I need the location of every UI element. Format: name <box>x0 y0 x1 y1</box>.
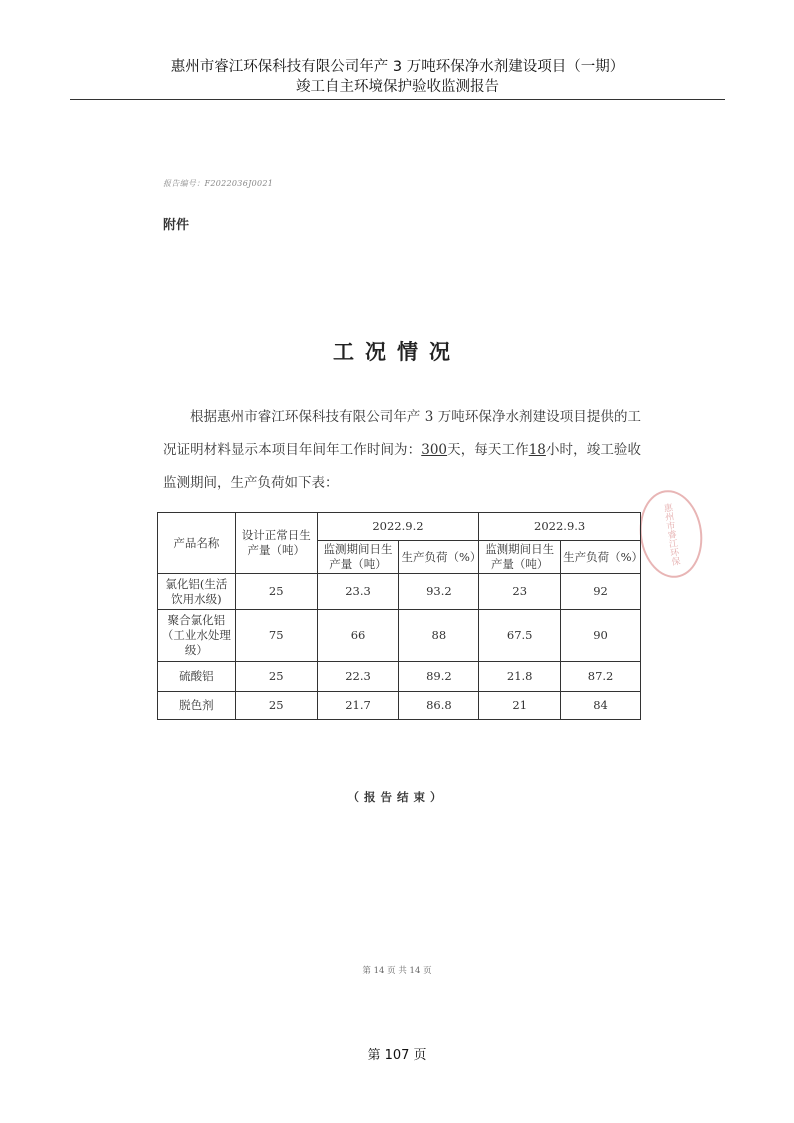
cell-design: 25 <box>235 662 317 692</box>
cell-design: 75 <box>235 610 317 662</box>
cell-d2-output: 21 <box>479 692 561 720</box>
cell-d1-load: 89.2 <box>399 662 479 692</box>
table-header-row <box>158 513 641 541</box>
header-design-output: 设计正常日生产量（吨） <box>235 513 317 574</box>
subheader-output-2: 监测期间日生产量（吨） <box>479 541 561 574</box>
header-date-2: 2022.9.3 <box>479 513 641 541</box>
header-product: 产品名称 <box>158 513 236 574</box>
subheader-output-1: 监测期间日生产量（吨） <box>317 541 399 574</box>
inner-page-number: 第 14 页 共 14 页 <box>362 966 432 976</box>
report-number: 报告编号：F2022036J0021 <box>163 179 274 188</box>
cell-d1-load: 86.8 <box>399 692 479 720</box>
cell-d1-output: 21.7 <box>317 692 399 720</box>
subheader-load-1: 生产负荷（%） <box>399 541 479 574</box>
table-row <box>158 692 641 720</box>
attachment-label: 附件 <box>163 218 190 233</box>
intro-text-3: 小时，竣工验收监测期间，生产负荷如下表： <box>163 442 642 491</box>
report-end-note: （报告结束） <box>347 790 447 804</box>
intro-text-1: 根据惠州市睿江环保科技有限公司年产 3 万吨环保净水剂建设项目提供的工况证明材料显示本项目年间年工作时间为： <box>163 409 641 458</box>
cell-d1-output: 22.3 <box>317 662 399 692</box>
cell-product: 脱色剂 <box>158 692 236 720</box>
cell-product: 氯化铝(生活饮用水级) <box>158 574 236 610</box>
cell-design: 25 <box>235 692 317 720</box>
page-footer: 第 107 页 <box>367 1048 427 1063</box>
table-row <box>158 662 641 692</box>
cell-d2-output: 23 <box>479 574 561 610</box>
table-row <box>158 610 641 662</box>
cell-d1-load: 88 <box>399 610 479 662</box>
production-load-table <box>157 512 644 720</box>
cell-design: 25 <box>235 574 317 610</box>
cell-d2-output: 21.8 <box>479 662 561 692</box>
work-hours-value: 18 <box>528 442 546 458</box>
document-title: 工况情况 <box>333 339 461 364</box>
table-row <box>158 574 641 610</box>
cell-product: 聚合氯化铝（工业水处理级） <box>158 610 236 662</box>
header-date-1: 2022.9.2 <box>317 513 479 541</box>
cell-d2-load: 84 <box>561 692 641 720</box>
header-line-2: 竣工自主环境保护验收监测报告 <box>296 79 499 95</box>
cell-d1-load: 93.2 <box>399 574 479 610</box>
cell-d2-output: 67.5 <box>479 610 561 662</box>
cell-d1-output: 66 <box>317 610 399 662</box>
company-seal: 惠州市睿江环保 <box>634 486 708 582</box>
page-header <box>70 57 725 97</box>
header-divider <box>70 99 725 100</box>
cell-d2-load: 87.2 <box>561 662 641 692</box>
intro-paragraph <box>163 401 641 500</box>
cell-d1-output: 23.3 <box>317 574 399 610</box>
subheader-load-2: 生产负荷（%） <box>561 541 641 574</box>
work-days-value: 300 <box>421 442 448 458</box>
cell-d2-load: 92 <box>561 574 641 610</box>
intro-text-2: 天，每天工作 <box>447 442 529 458</box>
header-line-1: 惠州市睿江环保科技有限公司年产 3 万吨环保净水剂建设项目（一期） <box>170 59 625 75</box>
cell-d2-load: 90 <box>561 610 641 662</box>
cell-product: 硫酸铝 <box>158 662 236 692</box>
